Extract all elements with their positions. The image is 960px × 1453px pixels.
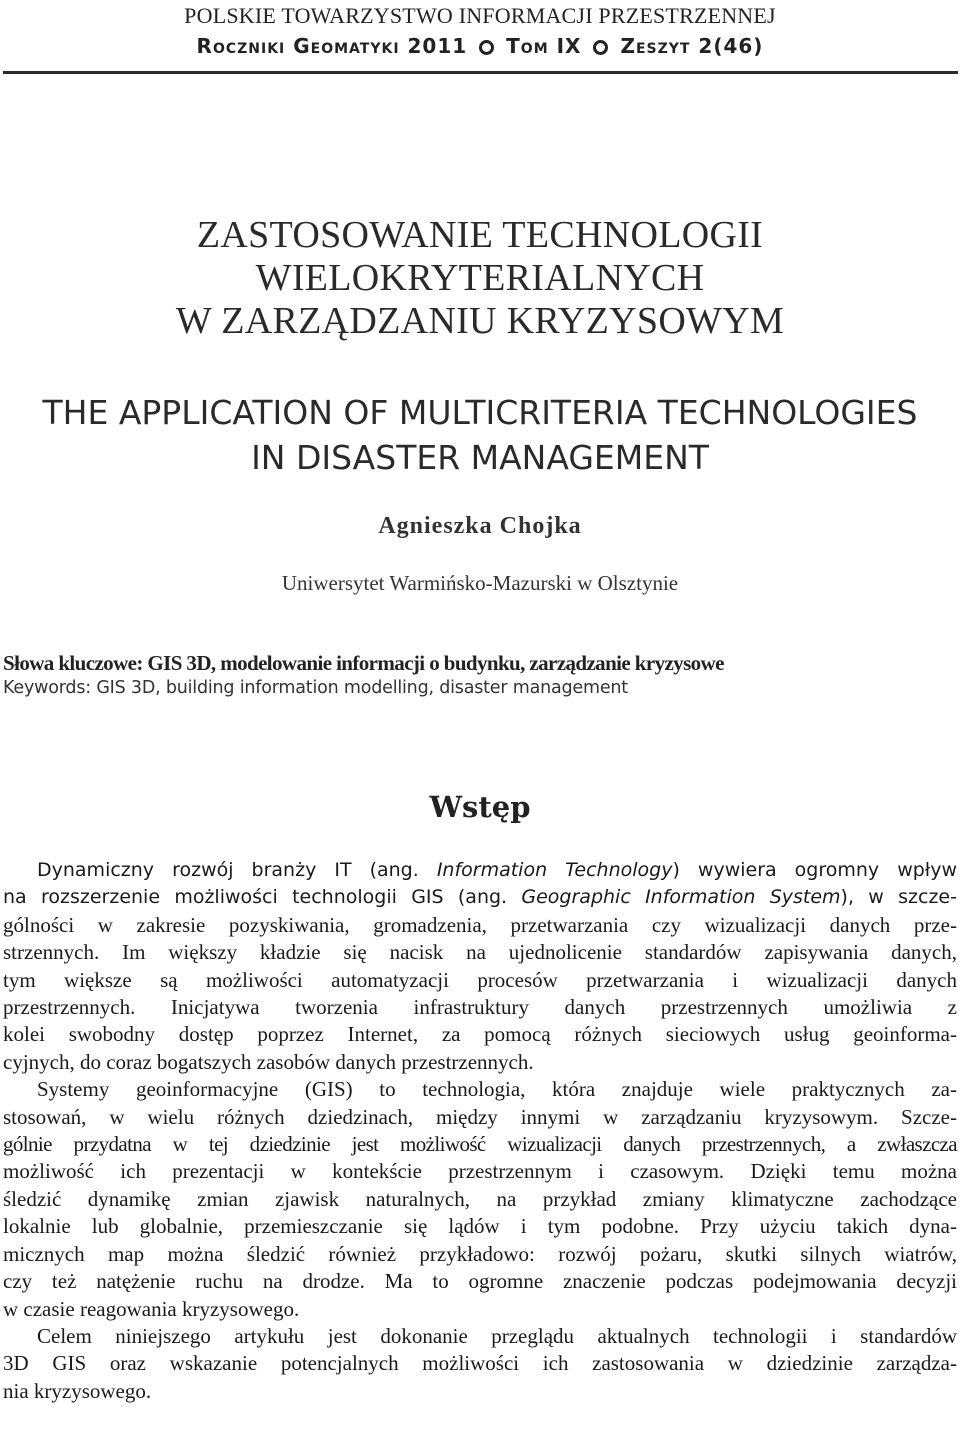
text-line: 3D GIS oraz wskazanie potencjalnych możliwości ich zastosowania w dziedzinie zarządza- [3, 1351, 957, 1376]
journal-title: Roczniki Geomatyki 2011 [196, 34, 468, 58]
term-italic: Geographic Information System [521, 886, 841, 909]
volume-label: Tom IX [506, 34, 582, 58]
title-polish-line: W ZARZĄDZANIU KRYZYSOWYM [175, 300, 785, 342]
text-line: czy też natężenie ruchu na drodze. Ma to ogromne znaczenie podczas podejmowania decyzji [3, 1269, 957, 1294]
circle-separator-icon [479, 40, 494, 55]
title-english [0, 390, 960, 480]
issue-label: Zeszyt 2(46) [620, 34, 764, 58]
circle-separator-icon [593, 40, 608, 55]
society-name: POLSKIE TOWARZYSTWO INFORMACJI PRZESTRZENNEJ [184, 3, 776, 28]
author-affiliation: Uniwersytet Warmińsko-Mazurski w Olsztynie [281, 571, 679, 595]
author-name: Agnieszka Chojka [378, 513, 582, 539]
title-polish-line: WIELOKRYTERIALNYCH [255, 257, 705, 299]
text-line: możliwość ich prezentacji w kontekście przestrzennym i czasowym. Dzięki temu można [3, 1159, 957, 1184]
title-english-line: THE APPLICATION OF MULTICRITERIA TECHNOLOGIES [42, 393, 918, 432]
text-line: w czasie reagowania kryzysowego. [3, 1296, 300, 1321]
text-line: gólności w zakresie pozyskiwania, gromadzenia, przetwarzania czy wizualizacji danych prze- [3, 912, 957, 937]
section-heading: Wstęp [429, 790, 531, 824]
text-line: lokalnie lub globalnie, przemieszczanie się lądów i tym podobne. Przy użyciu takich dyna- [3, 1214, 957, 1239]
introduction-text [3, 857, 957, 1405]
text-line: Celem niniejszego artykułu jest dokonanie przeglądu aktualnych technologii i standardów [37, 1323, 957, 1348]
text-line: śledzić dynamikę zmian zjawisk naturalnych, na przykład zmiany klimatyczne zachodzące [3, 1186, 957, 1211]
text-line: stosowań, w wielu różnych dziedzinach, między innymi w zarządzaniu kryzysowym. Szcze- [3, 1104, 957, 1129]
text-line: strzennych. Im większy kładzie się nacisk na ujednolicenie standardów zapisywania danych, [3, 940, 957, 965]
keywords-english: Keywords: GIS 3D, building information modelling, disaster management [3, 678, 628, 698]
title-english-line: IN DISASTER MANAGEMENT [251, 438, 709, 477]
header-rule [3, 71, 958, 74]
text-line: na rozszerzenie możliwości technologii GIS (ang. Geographic Information System), w szcze- [3, 886, 957, 909]
text-line: nia kryzysowego. [3, 1378, 152, 1403]
text-line: Dynamiczny rozwój branży IT (ang. Information Technology) wywiera ogromny wpływ [37, 859, 957, 881]
title-polish-line: ZASTOSOWANIE TECHNOLOGII [196, 214, 764, 256]
keywords-polish: Słowa kluczowe: GIS 3D, modelowanie informacji o budynku, zarządzanie kryzysowe [3, 651, 724, 675]
text-line: gólnie przydatna w tej dziedzinie jest możliwość wizualizacji danych przestrzennych, a zwłaszcza [3, 1132, 957, 1157]
title-polish [0, 214, 960, 343]
text-line: przestrzennych. Inicjatywa tworzenia infrastruktury danych przestrzennych umożliwia z [3, 995, 957, 1020]
text-line: tym większe są możliwości automatyzacji procesów przetwarzania i wizualizacji danych [3, 967, 957, 992]
text-line: kolei swobodny dostęp poprzez Internet, za pomocą różnych sieciowych usług geoinforma- [3, 1022, 957, 1047]
text-line: micznych map można śledzić również przykładowo: rozwój pożaru, skutki silnych wiatrów, [3, 1241, 957, 1266]
text-line: cyjnych, do coraz bogatszych zasobów danych przestrzennych. [3, 1049, 534, 1074]
text-line: Systemy geoinformacyjne (GIS) to technologia, która znajduje wiele praktycznych za- [37, 1077, 957, 1102]
journal-header [0, 34, 960, 58]
term-italic: Information Technology [436, 859, 673, 881]
